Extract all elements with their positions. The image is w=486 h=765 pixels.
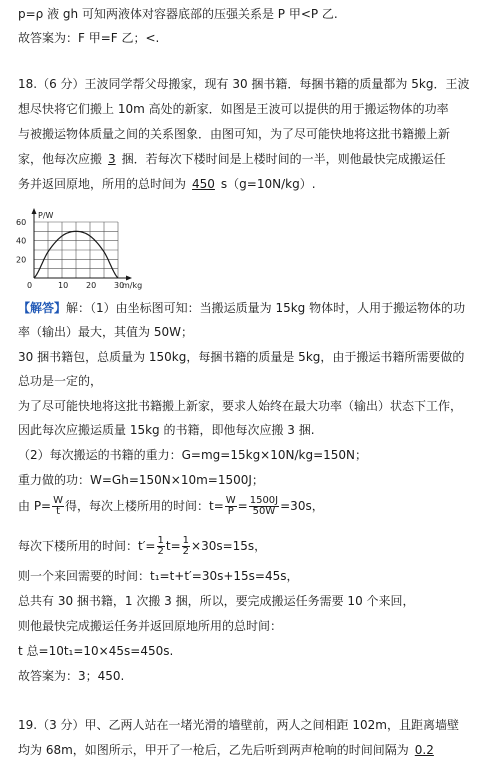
numerator: 1500J <box>249 495 279 506</box>
q18-line-5-a: 务并返回原地，所用的总时间为 <box>18 177 187 191</box>
numerator: 1 <box>182 535 190 546</box>
y-axis-label: P/W <box>38 211 54 220</box>
q19-line-2-text: 均为 68m，如图所示，甲开了一枪后，乙先后听到两声枪响的时间间隔为 <box>18 743 409 757</box>
solution-line-7: （2）每次搬运的书籍的重力：G=mg=15kg×10N/kg=150N； <box>18 448 368 462</box>
q18-line-1: 18.（6 分）王波同学帮父母搬家，现有 30 捆书籍．每捆书籍的质量都为 5kg．王波 <box>18 77 470 91</box>
answer-blank-3: 0.2 <box>414 743 434 757</box>
x-axis-label: m/kg <box>122 281 143 290</box>
solution-line-1-text: 解：（1）由坐标图可知：当搬运质量为 15kg 物体时，人用于搬运物体的功 <box>66 301 466 315</box>
numerator: W <box>53 495 63 506</box>
solution-line-9 <box>18 496 324 517</box>
power-mass-chart <box>14 208 144 292</box>
solution-line-12: 总共有 30 捆书籍，1 次搬 3 捆，所以，要完成搬运任务需要 10 个来回， <box>18 594 415 608</box>
solution-line-10 <box>18 536 266 557</box>
formula-end: ×30s=15s， <box>191 539 267 553</box>
q19-line-1: 19.（3 分）甲、乙两人站在一堵光滑的墙壁前，两人之间相距 102m，且距离墙壁 <box>18 718 459 732</box>
q18-line-4 <box>18 151 446 167</box>
x-tick-label: 0 <box>27 281 33 290</box>
q18-line-5-b: s（g=10N/kg）. <box>220 177 316 191</box>
solution-line-13: 则他最快完成搬运任务并返回原地所用的总时间： <box>18 619 283 633</box>
solution-line-11: 则一个来回需要的时间：t₁=t+t′=30s+15s=45s， <box>18 569 299 583</box>
answer-blank-2: 450 <box>192 177 215 191</box>
q18-line-4-a: 家，他每次应搬 <box>18 152 103 166</box>
solution-line-14: t 总=10t₁=10×45s=450s. <box>18 644 174 658</box>
y-tick-label: 20 <box>16 255 27 265</box>
solution-line-4: 总功是一定的， <box>18 374 103 388</box>
solution-line-3: 30 捆书籍包，总质量为 150kg，每捆书籍的质量是 5kg，由于搬运书籍所需要做的 <box>18 350 465 364</box>
answer-blank-1: 3 <box>108 152 116 166</box>
x-tick-label: 10 <box>58 281 69 290</box>
solution-line-1 <box>18 300 465 316</box>
fraction-w-over-t <box>52 496 64 517</box>
equals-sign: = <box>237 499 248 513</box>
chart-grid <box>34 222 118 278</box>
formula-prefix: 每次下楼所用的时间：t′= <box>18 539 156 553</box>
x-axis-arrow <box>126 276 132 281</box>
q19-line-2 <box>18 742 440 758</box>
y-tick-label: 40 <box>16 236 27 246</box>
denominator: t <box>56 506 61 517</box>
fraction-half <box>182 536 190 557</box>
formula-middle: 得，每次上楼所用的时间：t= <box>65 499 224 513</box>
fraction-half <box>157 536 165 557</box>
q18-line-2: 想尽快将它们搬上 10m 高处的新家．如图是王波可以提供的用于搬运物体的功率 <box>18 102 449 116</box>
denominator: 2 <box>182 546 190 557</box>
numerator: W <box>225 495 236 506</box>
formula-end: =30s， <box>280 499 324 513</box>
q18-line-5 <box>18 176 316 192</box>
solution-line-15: 故答案为：3；450. <box>18 669 125 683</box>
x-tick-label: 20 <box>86 281 97 290</box>
denominator: 50W <box>252 506 276 517</box>
q18-line-3: 与被搬运物体质量之间的关系图象．由图可知，为了尽可能快地将这批书籍搬上新 <box>18 127 451 141</box>
fraction-w-over-p <box>225 496 237 517</box>
prev-answer-line-1: p=ρ 液 gh 可知两液体对容器底部的压强关系是 P 甲<P 乙. <box>18 7 338 21</box>
solution-line-6: 因此每次应搬运质量 15kg 的书籍，即他每次应搬 3 捆. <box>18 423 315 437</box>
solution-tag: 【解答】 <box>18 301 67 315</box>
q18-line-4-b: 捆．若每次下楼时间是上楼时间的一半，则他最快完成搬运任 <box>121 152 446 166</box>
solution-line-2: 率（输出）最大，其值为 50W； <box>18 325 193 339</box>
prev-answer-line-2: 故答案为：F 甲=F 乙；<. <box>18 31 160 45</box>
solution-line-5: 为了尽可能快地将这批书籍搬上新家，要求人始终在最大功率（输出）状态下工作， <box>18 399 463 413</box>
denominator: P <box>227 506 234 517</box>
fraction-1500j-over-50w <box>249 496 279 517</box>
numerator: 1 <box>157 535 164 546</box>
formula-middle: t= <box>165 539 181 553</box>
y-tick-label: 60 <box>16 218 27 227</box>
denominator: 2 <box>157 546 164 557</box>
formula-prefix: 由 P= <box>18 499 52 513</box>
solution-line-8: 重力做的功：W=Gh=150N×10m=1500J； <box>18 473 264 487</box>
x-tick-label: 30 <box>114 281 125 290</box>
y-axis-arrow <box>32 208 37 214</box>
